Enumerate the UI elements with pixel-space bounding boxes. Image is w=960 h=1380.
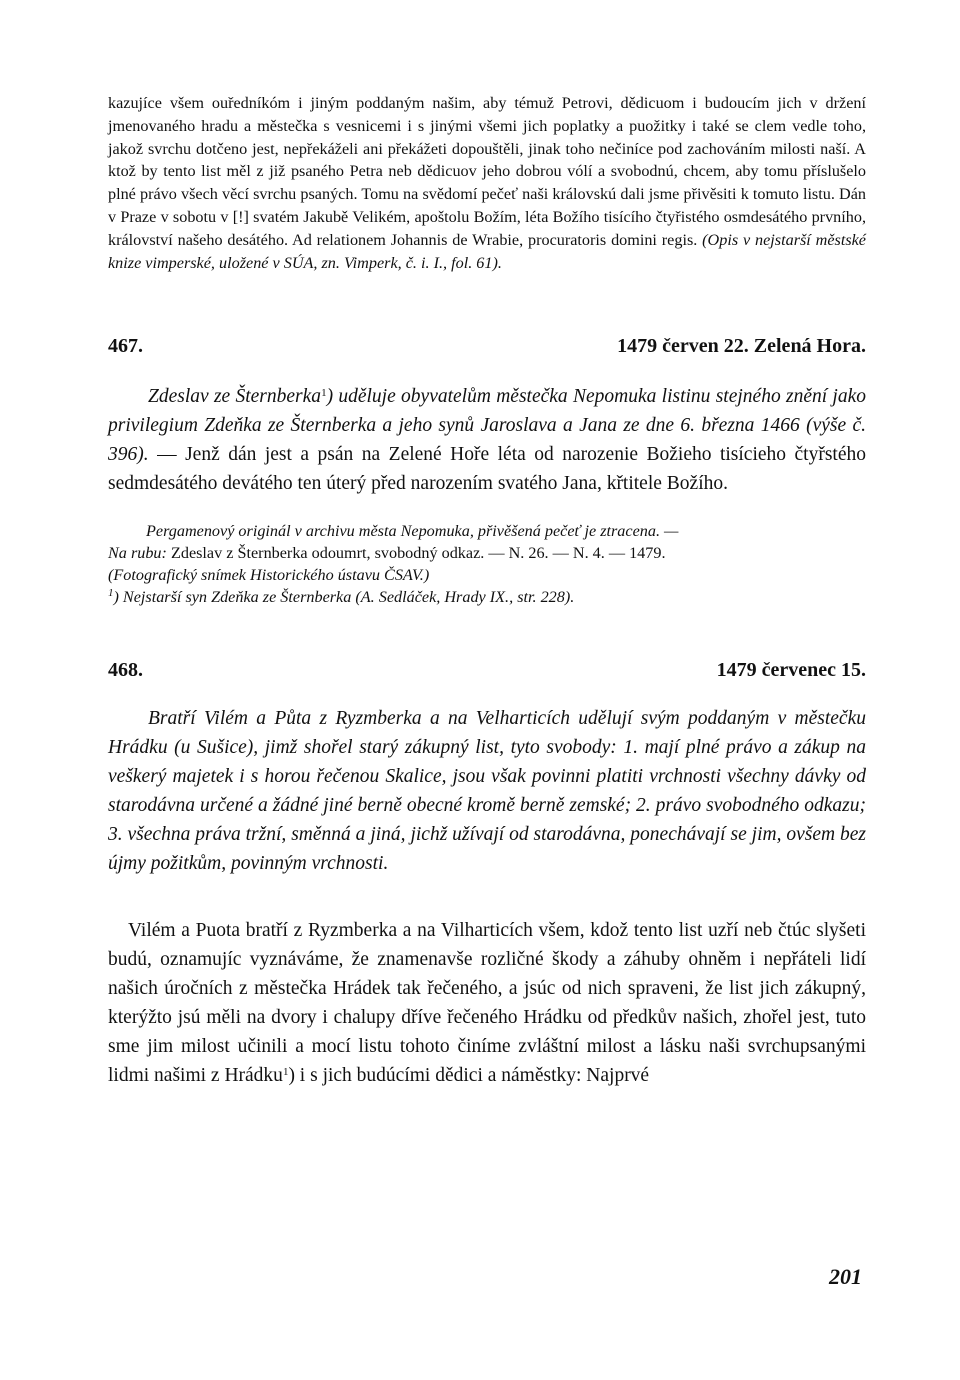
entry-467-footnote [108, 586, 866, 608]
entry-467-source [108, 520, 866, 542]
entry-467-regest [108, 382, 866, 498]
page-number: 201 [829, 1264, 862, 1289]
continuation-source: (Opis v nejstarší městské knize vimperské, uložené v SÚA, zn. Vimperk, č. i. I., fol. 61). [108, 230, 866, 272]
entry-467-regest-italic: Zdeslav ze Šternberka [148, 386, 322, 408]
continuation-paragraph [108, 92, 866, 274]
entry-467-source-1: Pergamenový originál v archivu města Nepomuka, přivěšená pečeť je ztracena. — [146, 522, 679, 541]
entry-468-body-1: Vilém a Puota bratří z Ryzmberka a na Vilharticích všem, kdož tento list uzří neb čtúc slyšeti budú, oznamujíc vyznáváme, že znamenavše rozličné škody a záhuby ohněm i nepřáteli lidí našich úročních z městečka Hrádek tak řečeného, a jsúc od nich spraveni, že list jich zákupný, kterýžto jsú měli na dvory i chalupy dříve řečeného Hrádku od předkův našich, zhořel jest, tuto sme jim milost učinili a mocí listu tohoto činíme zvláštní milost a lásku naši svrchupsanými lidmi našimi z Hrádku [108, 920, 866, 1087]
entry-467-regest-italic-2: ) uděluje obyvatelům městečka Nepomuka listinu stejného znění jako privilegium Zdeňka ze Šternberka a jeho synů Jaroslava a Jana ze dne 6. března 1466 (výše č. 396). [108, 386, 867, 466]
entry-467-number: 467. [108, 335, 143, 358]
entry-467-source-2 [108, 542, 866, 564]
entry-468-header [108, 658, 866, 682]
footnote-text: ) Nejstarší syn Zdeňka ze Šternberka (A. Sedláček, Hrady IX., str. 228). [113, 588, 575, 607]
entry-468-number: 468. [108, 659, 143, 682]
entry-467-source-2-text: Zdeslav z Šternberka odoumrt, svobodný odkaz. — N. 26. — N. 4. — 1479. [166, 544, 666, 563]
document-page [108, 92, 866, 1090]
footnote-number: 1 [108, 587, 114, 600]
entry-467-source-3: (Fotografický snímek Historického ústavu ČSAV.) [108, 566, 430, 585]
continuation-text: kazujíce všem ouředníkóm i jiným poddaným našim, aby témuž Petrovi, dědicuom i budoucím jich v držení jmenovaného hradu a městečka s vesnicemi i s jinými všemi jich poplatky a puožitky i také se clem vedle toho, jakož svrchu dotčeno jest, nepřekáželi ani překážeti dopouštěli, jinak toho nečiníce pod zachováním milosti naší. A ktož by tento list měl z již psaného Petra neb dědicuov jeho dobrou vólí a svobodnú, chcem, aby tomu příslušelo plné právo všech věcí svrchu psaných. Tomu na svědomí pečeť naši královskú dali jsme přivěsiti k tomuto listu. Dán v Praze v sobotu v [!] svatém Jakubě Velikém, apoštolu Božím, léta Božího tisícího čtyřistého osmdesátého prvního, království našeho desátého. Ad relationem Johannis de Wrabie, procuratoris domini regis. [108, 94, 866, 249]
entry-467-source-2-label: Na rubu: [108, 544, 167, 563]
entry-468-body-2: ) i s jich budúcími dědici a náměstky: Najprvé [288, 1065, 650, 1087]
entry-468-date: 1479 červenec 15. [716, 659, 866, 682]
entry-468-regest: Bratří Vilém a Půta z Ryzmberka a na Velharticích udělují svým poddaným v městečku Hrádku (u Sušice), jimž shořel starý zákupný list, tyto svobody: 1. mají plné právo a zákup na veškerý majetek i s horou řečenou Skalice, jsou však povinni platiti vrchnosti všechny dávky od starodávna určené a žádné jiné berně obecné kromě berně zemské; 2. právo svobodného odkazu; 3. všechna práva tržní, směnná a jiná, jichž užívají od starodávna, ponechávají se jim, ovšem bez újmy požitkům, povinným vrchnosti. [108, 708, 866, 875]
body-footnote-ref: 1 [282, 1066, 289, 1079]
entry-468-body [108, 916, 866, 1090]
entry-467-header [108, 334, 866, 358]
entry-467-date: 1479 červen 22. Zelená Hora. [617, 335, 866, 358]
footnote-ref: 1 [321, 387, 327, 400]
entry-467-text: — Jenž dán jest a psán na Zelené Hoře léta od narozenie Božieho tisícieho čtyřstého sedmdesátého devátého ten úterý před narozením svatého Jana, křtitele Božího. [108, 444, 866, 495]
